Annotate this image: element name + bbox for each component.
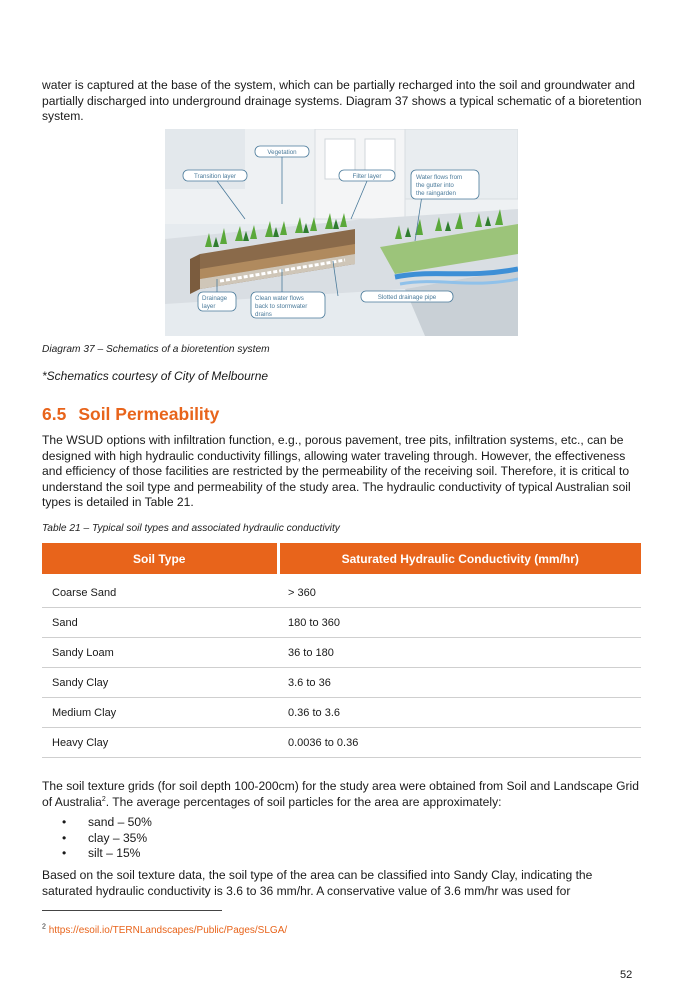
table-row <box>42 728 641 758</box>
soil-conductivity-table <box>42 543 641 758</box>
list-item: • sand – 50% <box>62 815 152 831</box>
footnote <box>42 925 287 936</box>
list-item: • clay – 35% <box>62 831 152 847</box>
table-row <box>42 578 641 608</box>
table-header-row <box>42 543 641 574</box>
table-row <box>42 608 641 638</box>
table-row <box>42 668 641 698</box>
label-water-flows-line1: Water flows from <box>416 174 463 181</box>
diagram-caption: Diagram 37 – Schematics of a bioretention system <box>42 344 270 355</box>
label-vegetation: Vegetation <box>267 149 297 156</box>
cell-soil-type: Coarse Sand <box>42 578 278 608</box>
cell-soil-type: Sandy Clay <box>42 668 278 698</box>
label-clean-water-line3: drains <box>255 311 272 318</box>
footnote-link[interactable]: https://esoil.io/TERNLandscapes/Public/Pages/SLGA/ <box>48 925 288 936</box>
courtesy-note: *Schematics courtesy of City of Melbourne <box>42 369 269 383</box>
footnote-reference[interactable]: 2 <box>101 795 106 803</box>
page-number: 52 <box>620 969 633 981</box>
soil-particle-list <box>62 815 152 862</box>
label-clean-water-line1: Clean water flows <box>255 295 304 302</box>
cell-soil-type: Sandy Loam <box>42 638 278 668</box>
cell-conductivity: 180 to 360 <box>278 608 641 638</box>
soil-texture-text-end: . The average percentages of soil particles for the area are approximately: <box>105 794 502 809</box>
list-item: • silt – 15% <box>62 846 152 862</box>
footnote-divider <box>42 910 222 911</box>
label-water-flows-line3: the raingarden <box>416 190 456 197</box>
header-conductivity: Saturated Hydraulic Conductivity (mm/hr) <box>278 543 641 574</box>
table-row <box>42 698 641 728</box>
cell-conductivity: 3.6 to 36 <box>278 668 641 698</box>
table-row <box>42 638 641 668</box>
label-drainage-line2: layer <box>202 303 216 310</box>
cell-soil-type: Medium Clay <box>42 698 278 728</box>
cell-conductivity: 0.36 to 3.6 <box>278 698 641 728</box>
soil-permeability-paragraph: The WSUD options with infiltration function, e.g., porous pavement, tree pits, infiltration systems, etc., can be designed with high hydraulic conductivity fillings, allowing water traveling through. However, the effectiveness and efficiency of those facilities are restricted by the permeability of the receiving soil. Therefore, it is critical to understand the soil type and permeability of the study area. The hydraulic conductivity of typical Australian soil types is detailed in Table 21. <box>42 433 631 510</box>
header-soil-type: Soil Type <box>42 543 278 574</box>
section-number: 6.5 <box>42 404 67 424</box>
cell-soil-type: Sand <box>42 608 278 638</box>
cell-conductivity: > 360 <box>278 578 641 608</box>
cell-soil-type: Heavy Clay <box>42 728 278 758</box>
label-drainage-line1: Drainage <box>202 295 228 302</box>
section-title-text: Soil Permeability <box>78 404 220 424</box>
label-water-flows-line2: the gutter into <box>416 182 454 189</box>
table-caption: Table 21 – Typical soil types and associated hydraulic conductivity <box>42 523 340 534</box>
footnote-marker: 2 <box>42 923 46 931</box>
intro-paragraph: water is captured at the base of the system, which can be partially recharged into the soil and groundwater and partially discharged into underground drainage systems. Diagram 37 shows a typical schematic of a bioretention system. <box>42 78 642 124</box>
label-clean-water-line2: back to stormwater <box>255 303 308 310</box>
cell-conductivity: 0.0036 to 0.36 <box>278 728 641 758</box>
label-filter-layer: Filter layer <box>352 173 382 180</box>
cell-conductivity: 36 to 180 <box>278 638 641 668</box>
soil-texture-text: The soil texture grids (for soil depth 100-200cm) for the study area were obtained from Soil and Landscape Grid of Australia <box>42 779 639 809</box>
soil-texture-paragraph <box>42 779 642 810</box>
classification-paragraph: Based on the soil texture data, the soil type of the area can be classified into Sandy Clay, indicating the saturated hydraulic conductivity is 3.6 to 36 mm/hr. A conservative value of 3.6 mm/hr was used for <box>42 868 593 898</box>
label-slotted-pipe: Slotted drainage pipe <box>377 294 437 301</box>
label-transition-layer: Transition layer <box>193 173 237 180</box>
bioretention-diagram <box>165 129 518 336</box>
section-heading <box>42 404 219 425</box>
